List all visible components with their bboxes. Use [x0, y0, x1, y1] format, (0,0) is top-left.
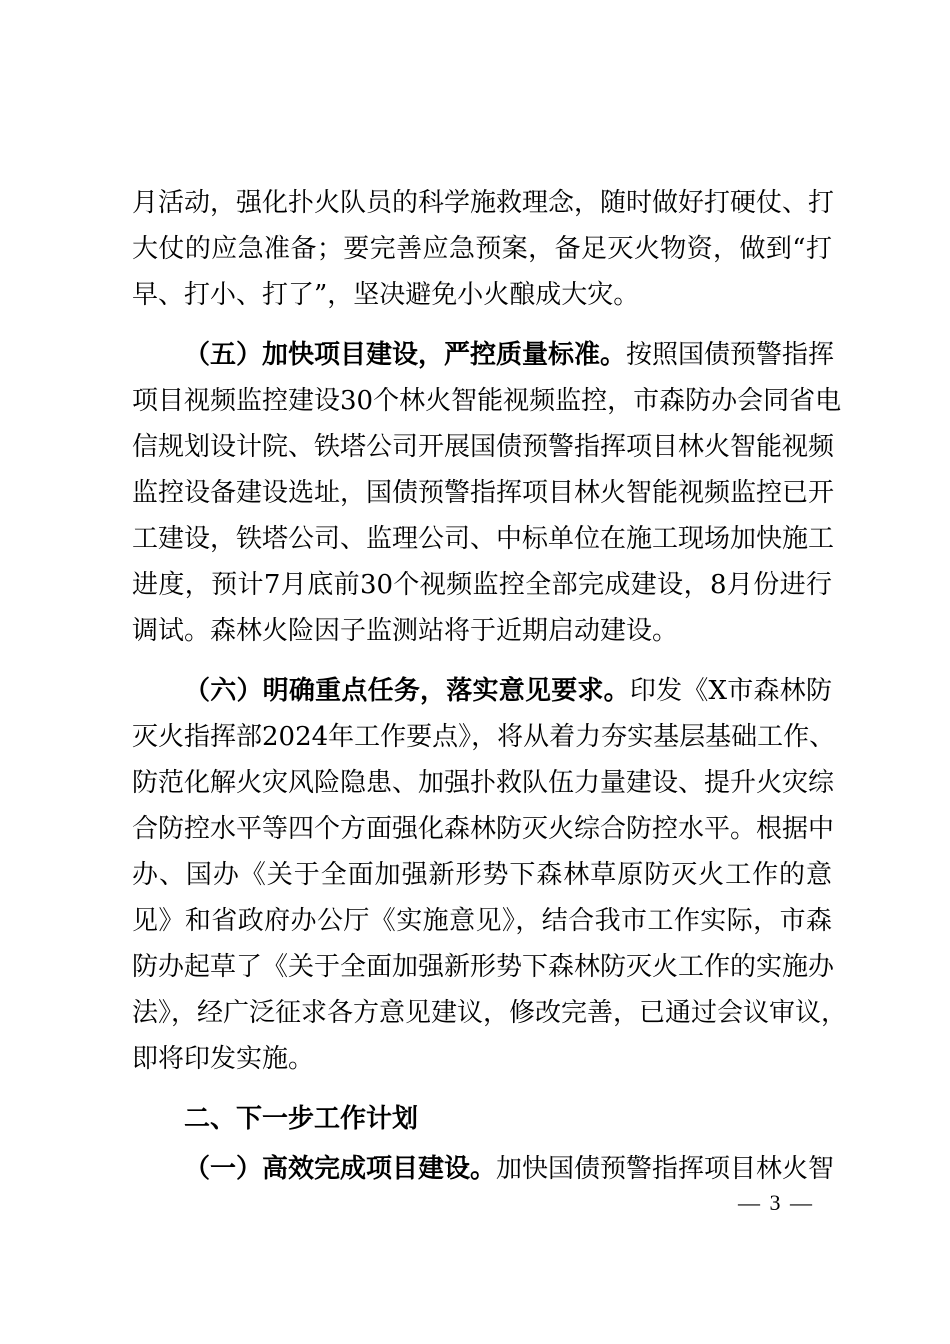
- paragraph-heading: （五）加快项目建设，严控质量标准。: [184, 340, 627, 370]
- text-line: 办、国办《关于全面加强新形势下森林草原防灭火工作的意: [132, 860, 832, 890]
- text-line: 防范化解火灾风险隐患、加强扑救队伍力量建设、提升火灾综: [132, 768, 835, 798]
- text-line: 法》，经广泛征求各方意见建议，修改完善，已通过会议审议，: [132, 998, 848, 1028]
- text-line: 早、打小、打了”，坚决避免小火酿成大灾。: [132, 280, 640, 310]
- text-line: 进度，预计7月底前30个视频监控全部完成建设，8月份进行: [132, 570, 832, 600]
- document-body: [132, 180, 848, 1192]
- paragraph-first-line: [132, 332, 835, 378]
- page-number: — 3 —: [738, 1190, 814, 1215]
- text-line: 见》和省政府办公厅《实施意见》，结合我市工作实际，市森: [132, 906, 832, 936]
- paragraph-next-item-1: [132, 1146, 835, 1192]
- text-line: 项目视频监控建设30个林火智能视频监控，市森防办会同省电: [132, 386, 842, 416]
- text-line: 防办起草了《关于全面加强新形势下森林防灭火工作的实施办: [132, 952, 835, 982]
- text-line: 即将印发实施。: [132, 1044, 315, 1074]
- paragraph-heading: （六）明确重点任务，落实意见要求。: [184, 676, 630, 706]
- paragraph-text: 按照国债预警指挥: [626, 340, 835, 370]
- text-line: 灭火指挥部2024年工作要点》，将从着力夯实基层基础工作、: [132, 722, 836, 752]
- text-line: 合防控水平等四个方面强化森林防灭火综合防控水平。根据中: [132, 814, 835, 844]
- section-heading: 二、下一步工作计划: [184, 1104, 419, 1134]
- paragraph-continuation: [132, 180, 835, 318]
- text-line: 监控设备建设选址，国债预警指挥项目林火智能视频监控已开: [132, 478, 835, 508]
- text-line: 工建设，铁塔公司、监理公司、中标单位在施工现场加快施工: [132, 524, 835, 554]
- paragraph-heading: （一）高效完成项目建设。: [184, 1154, 497, 1184]
- text-line: 调试。森林火险因子监测站将于近期启动建设。: [132, 616, 679, 646]
- paragraph-first-line: [132, 1146, 835, 1192]
- text-line: 信规划设计院、铁塔公司开展国债预警指挥项目林火智能视频: [132, 432, 835, 462]
- paragraph-first-line: [132, 668, 832, 714]
- paragraph-text: 印发《X市森林防: [629, 676, 832, 706]
- paragraph-item-6: [132, 668, 848, 1082]
- text-line: 大仗的应急准备；要完善应急预案，备足灭火物资，做到“打: [132, 234, 832, 264]
- paragraph-item-5: [132, 332, 842, 654]
- text-line: 月活动，强化扑火队员的科学施救理念，随时做好打硬仗、打: [132, 188, 835, 218]
- paragraph-text: 加快国债预警指挥项目林火智: [496, 1154, 835, 1184]
